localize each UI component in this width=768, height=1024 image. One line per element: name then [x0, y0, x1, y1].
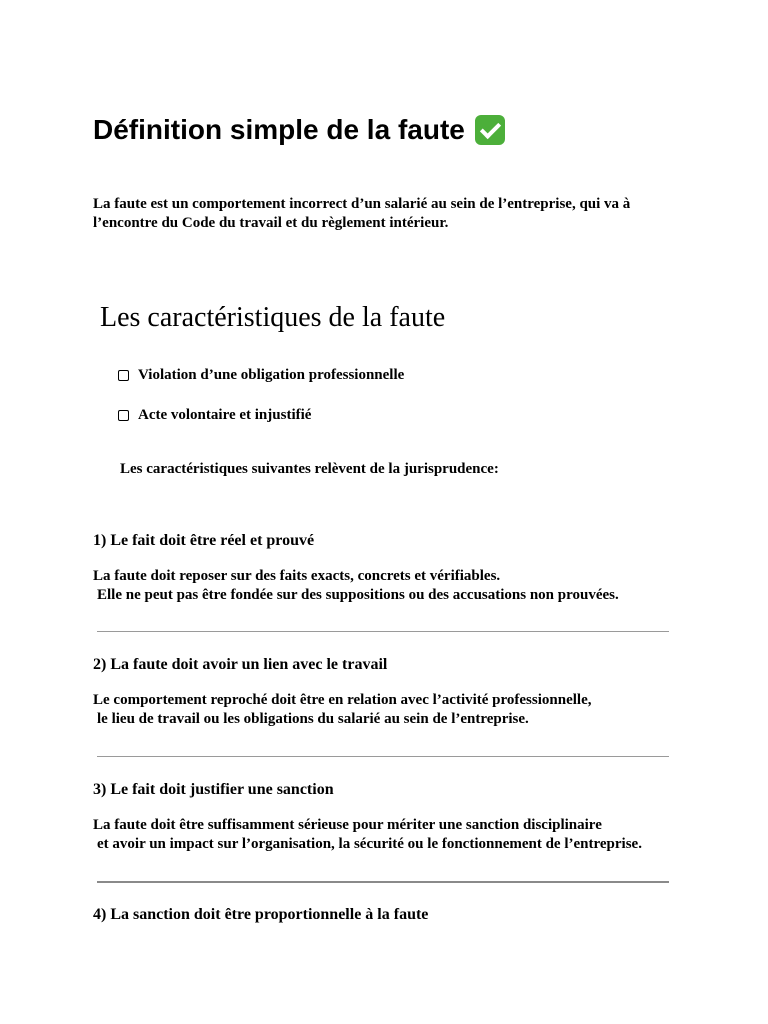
- intro-line: l’encontre du Code du travail et du règlement intérieur.: [93, 215, 449, 231]
- point-body-line: Elle ne peut pas être fondée sur des suppositions ou des accusations non prouvées.: [97, 587, 619, 603]
- point-body-line: La faute doit être suffisamment sérieuse pour mériter une sanction disciplinaire: [93, 817, 602, 833]
- divider: [97, 631, 669, 632]
- checklist-item-label: Acte volontaire et injustifié: [138, 407, 312, 423]
- section-title: Les caractéristiques de la faute: [100, 302, 446, 333]
- checklist-item-label: Violation d’une obligation professionnelle: [138, 367, 405, 383]
- point-body-line: Le comportement reproché doit être en relation avec l’activité professionnelle,: [93, 692, 592, 708]
- point-heading: 3) Le fait doit justifier une sanction: [93, 781, 334, 798]
- divider: [97, 881, 669, 883]
- page-title: [93, 114, 505, 146]
- check-mark-button-icon: [475, 115, 505, 145]
- checkbox-icon[interactable]: [118, 370, 129, 381]
- point-body: [93, 816, 642, 854]
- point-heading: 1) Le fait doit être réel et prouvé: [93, 532, 315, 549]
- checkbox-icon[interactable]: [118, 410, 129, 421]
- intro-line: La faute est un comportement incorrect d’un salarié au sein de l’entreprise, qui va à: [93, 196, 631, 212]
- point-heading: 4) La sanction doit être proportionnelle à la faute: [93, 906, 429, 923]
- point-body-line: La faute doit reposer sur des faits exacts, concrets et vérifiables.: [93, 568, 501, 584]
- checklist-item: [118, 367, 404, 384]
- divider: [97, 756, 669, 757]
- checklist-item: [118, 407, 311, 424]
- point-body-line: le lieu de travail ou les obligations du salarié au sein de l’entreprise.: [97, 711, 529, 727]
- intro-paragraph: [93, 195, 630, 233]
- point-body: [93, 567, 619, 605]
- jurisprudence-note: Les caractéristiques suivantes relèvent de la jurisprudence:: [120, 461, 499, 477]
- point-body: [93, 691, 592, 729]
- point-heading: 2) La faute doit avoir un lien avec le travail: [93, 656, 388, 673]
- page-title-text: Définition simple de la faute: [93, 114, 465, 145]
- point-body-line: et avoir un impact sur l’organisation, la sécurité ou le fonctionnement de l’entreprise.: [97, 836, 642, 852]
